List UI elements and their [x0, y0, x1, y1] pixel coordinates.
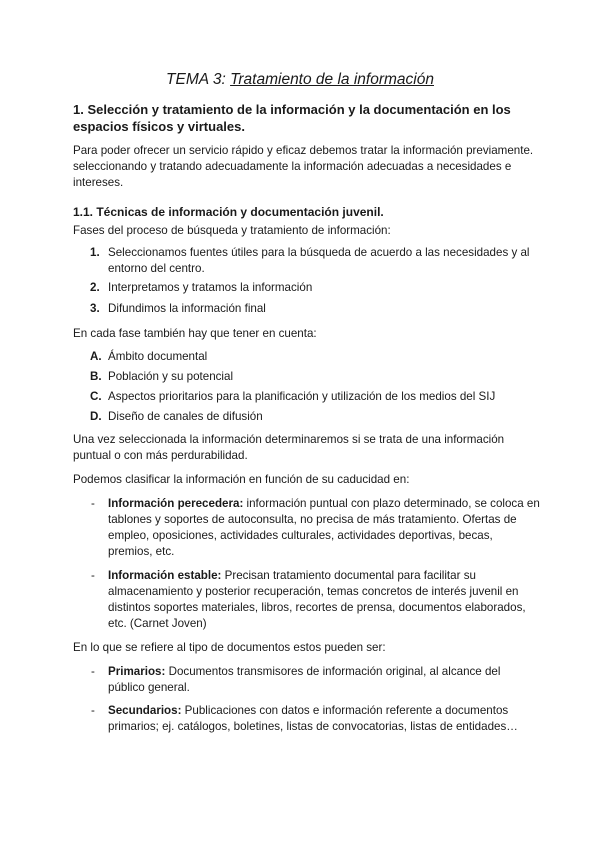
list-item-label: Primarios: — [108, 665, 166, 678]
list-item-text: Población y su potencial — [108, 370, 234, 383]
list-item-label: Información perecedera: — [108, 497, 244, 510]
title-main: Tratamiento de la información — [230, 71, 434, 88]
classify-intro: Podemos clasificar la información en función de su caducidad en: — [73, 473, 410, 486]
list-item-text — [108, 664, 540, 696]
list-item-text: Interpretamos y tratamos la información — [108, 281, 313, 294]
list-marker: - — [91, 665, 95, 678]
list-marker: B. — [90, 370, 102, 383]
list-item-text: Diseño de canales de difusión — [108, 410, 263, 423]
subsection-heading: 1.1. Técnicas de información y documentación juvenil. — [73, 205, 384, 219]
list-marker: A. — [90, 350, 102, 363]
list-marker: - — [91, 497, 95, 510]
list-item-text — [108, 496, 540, 560]
list-item-body: información puntual con plazo determinado, se coloca en tablones y soportes de autoconsulta, no precisa de más tratamiento. Ofertas de empleo, oposiciones, actividades culturales, actividades deportivas, becas, premios, etc. — [108, 497, 540, 558]
considerations-intro: En cada fase también hay que tener en cuenta: — [73, 327, 317, 340]
section-heading: 1. Selección y tratamiento de la información y la documentación en los espacios físicos y virtuales. — [73, 102, 511, 134]
title-prefix: TEMA 3: — [166, 71, 231, 88]
phases-intro: Fases del proceso de búsqueda y tratamiento de información: — [73, 224, 391, 237]
list-marker: D. — [90, 410, 102, 423]
list-marker: - — [91, 569, 95, 582]
list-marker: 2. — [90, 281, 100, 294]
list-marker: C. — [90, 390, 102, 403]
selection-paragraph: Una vez seleccionada la información determinaremos si se trata de una información puntual o con más perdurabilidad. — [73, 433, 505, 462]
list-item-label: Información estable: — [108, 569, 222, 582]
list-item-body: Precisan tratamiento documental para facilitar su almacenamiento y posterior recuperación, temas concretos de interés juvenil en distintos soportes materiales, libros, recortes de prensa, documentos elaborados, etc. (Carnet Joven) — [108, 569, 526, 630]
page-title — [0, 71, 600, 89]
intro-paragraph: Para poder ofrecer un servicio rápido y eficaz debemos tratar la información previamente. seleccionando y tratando adecuadamente la información adecuadas a necesidades e intereses. — [73, 144, 534, 189]
list-marker: 3. — [90, 302, 100, 315]
list-marker: - — [91, 704, 95, 717]
doc-types-intro: En lo que se refiere al tipo de documentos estos pueden ser: — [73, 641, 386, 654]
list-item-text: Difundimos la información final — [108, 302, 266, 315]
list-item-label: Secundarios: — [108, 704, 182, 717]
list-item-body: Documentos transmisores de información original, al alcance del público general. — [108, 665, 501, 694]
list-item-body: Publicaciones con datos e información referente a documentos primarios; ej. catálogos, boletines, listas de convocatorias, listas de entidades… — [108, 704, 518, 733]
list-item-text: Seleccionamos fuentes útiles para la búsqueda de acuerdo a las necesidades y al entorno del centro. — [108, 246, 530, 275]
list-item-text: Aspectos prioritarios para la planificación y utilización de los medios del SIJ — [108, 390, 496, 403]
list-marker: 1. — [90, 246, 100, 259]
list-item-text — [108, 568, 540, 632]
list-item-text — [108, 703, 540, 735]
list-item-text: Ámbito documental — [108, 350, 208, 363]
